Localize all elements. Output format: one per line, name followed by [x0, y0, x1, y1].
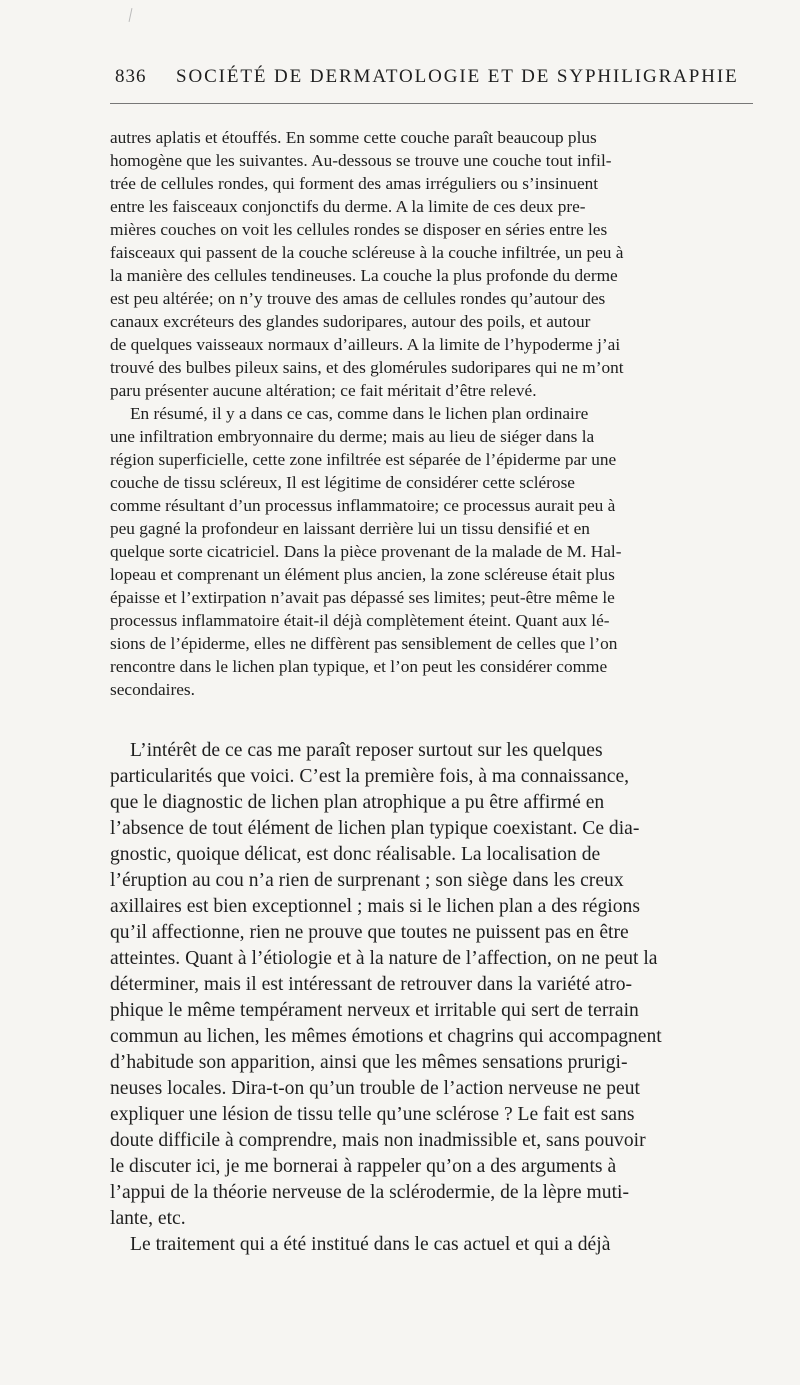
text-line: de quelques vaisseaux normaux d’ailleurs. A la limite de l’hypoderme j’ai: [110, 335, 621, 354]
text-line: région superficielle, cette zone infiltrée est séparée de l’épiderme par une: [110, 450, 617, 469]
text-line: la manière des cellules tendineuses. La couche la plus profonde du derme: [110, 266, 618, 285]
text-line: En résumé, il y a dans ce cas, comme dans le lichen plan ordinaire: [130, 404, 589, 423]
text-line: phique le même tempérament nerveux et irritable qui sert de terrain: [110, 1000, 639, 1021]
running-title: SOCIÉTÉ DE DERMATOLOGIE ET DE SYPHILIGRAPHIE: [176, 66, 739, 87]
text-line: secondaires.: [110, 680, 195, 699]
text-line: homogène que les suivantes. Au-dessous se trouve une couche tout infil-: [110, 151, 612, 170]
text-line: mières couches on voit les cellules rondes se disposer en séries entre les: [110, 220, 608, 239]
text-line: commun au lichen, les mêmes émotions et chagrins qui accompagnent: [110, 1026, 662, 1047]
text-line: L’intérêt de ce cas me paraît reposer surtout sur les quelques: [130, 740, 603, 761]
text-line: sions de l’épiderme, elles ne diffèrent pas sensiblement de celles que l’on: [110, 634, 618, 653]
text-line: comme résultant d’un processus inflammatoire; ce processus aurait peu à: [110, 496, 616, 515]
text-line: faisceaux qui passent de la couche scléreuse à la couche infiltrée, un peu à: [110, 243, 624, 262]
text-line: axillaires est bien exceptionnel ; mais si le lichen plan a des régions: [110, 896, 640, 917]
text-line: lante, etc.: [110, 1208, 186, 1229]
text-line: épaisse et l’extirpation n’avait pas dépassé ses limites; peut-être même le: [110, 588, 615, 607]
running-header: [115, 62, 755, 92]
text-line: couche de tissu scléreux, Il est légitime de considérer cette sclérose: [110, 473, 575, 492]
text-line: trée de cellules rondes, qui forment des amas irréguliers ou s’insinuent: [110, 174, 599, 193]
text-line: est peu altérée; on n’y trouve des amas de cellules rondes qu’autour des: [110, 289, 606, 308]
text-line: rencontre dans le lichen plan typique, et l’on peut les considérer comme: [110, 657, 608, 676]
text-line: canaux excréteurs des glandes sudoripares, autour des poils, et autour: [110, 312, 591, 331]
text-line: l’appui de la théorie nerveuse de la sclérodermie, de la lèpre muti-: [110, 1182, 630, 1203]
text-line: l’éruption au cou n’a rien de surprenant ; son siège dans les creux: [110, 870, 624, 891]
text-line: peu gagné la profondeur en laissant derrière lui un tissu densifié et en: [110, 519, 590, 538]
text-line: déterminer, mais il est intéressant de retrouver dans la variété atro-: [110, 974, 633, 995]
text-line: paru présenter aucune altération; ce fait méritait d’être relevé.: [110, 381, 537, 400]
text-line: gnostic, quoique délicat, est donc réalisable. La localisation de: [110, 844, 601, 865]
margin-mark: [129, 8, 133, 22]
text-line: doute difficile à comprendre, mais non inadmissible et, sans pouvoir: [110, 1130, 646, 1151]
text-line: le discuter ici, je me bornerai à rappeler qu’on a des arguments à: [110, 1156, 617, 1177]
text-line: qu’il affectionne, rien ne prouve que toutes ne puissent pas en être: [110, 922, 629, 943]
text-line: particularités que voici. C’est la première fois, à ma connaissance,: [110, 766, 630, 787]
text-line: quelque sorte cicatriciel. Dans la pièce provenant de la malade de M. Hal-: [110, 542, 622, 561]
text-line: entre les faisceaux conjonctifs du derme. A la limite de ces deux pre-: [110, 197, 586, 216]
text-line: l’absence de tout élément de lichen plan typique coexistant. Ce dia-: [110, 818, 640, 839]
text-line: lopeau et comprenant un élément plus ancien, la zone scléreuse était plus: [110, 565, 615, 584]
page-number: 836: [115, 66, 147, 87]
text-line: que le diagnostic de lichen plan atrophique a pu être affirmé en: [110, 792, 605, 813]
text-line: une infiltration embryonnaire du derme; mais au lieu de siéger dans la: [110, 427, 595, 446]
text-line: d’habitude son apparition, ainsi que les mêmes sensations prurigi-: [110, 1052, 628, 1073]
text-line: expliquer une lésion de tissu telle qu’une sclérose ? Le fait est sans: [110, 1104, 635, 1125]
text-line: processus inflammatoire était-il déjà complètement éteint. Quant aux lé-: [110, 611, 610, 630]
header-rule: [110, 103, 753, 104]
text-line: atteintes. Quant à l’étiologie et à la nature de l’affection, on ne peut la: [110, 948, 658, 969]
text-line: neuses locales. Dira-t-on qu’un trouble de l’action nerveuse ne peut: [110, 1078, 640, 1099]
text-line: autres aplatis et étouffés. En somme cette couche paraît beaucoup plus: [110, 128, 597, 147]
text-line: Le traitement qui a été institué dans le cas actuel et qui a déjà: [130, 1234, 611, 1255]
text-line: trouvé des bulbes pileux sains, et des glomérules sudoripares qui ne m’ont: [110, 358, 624, 377]
